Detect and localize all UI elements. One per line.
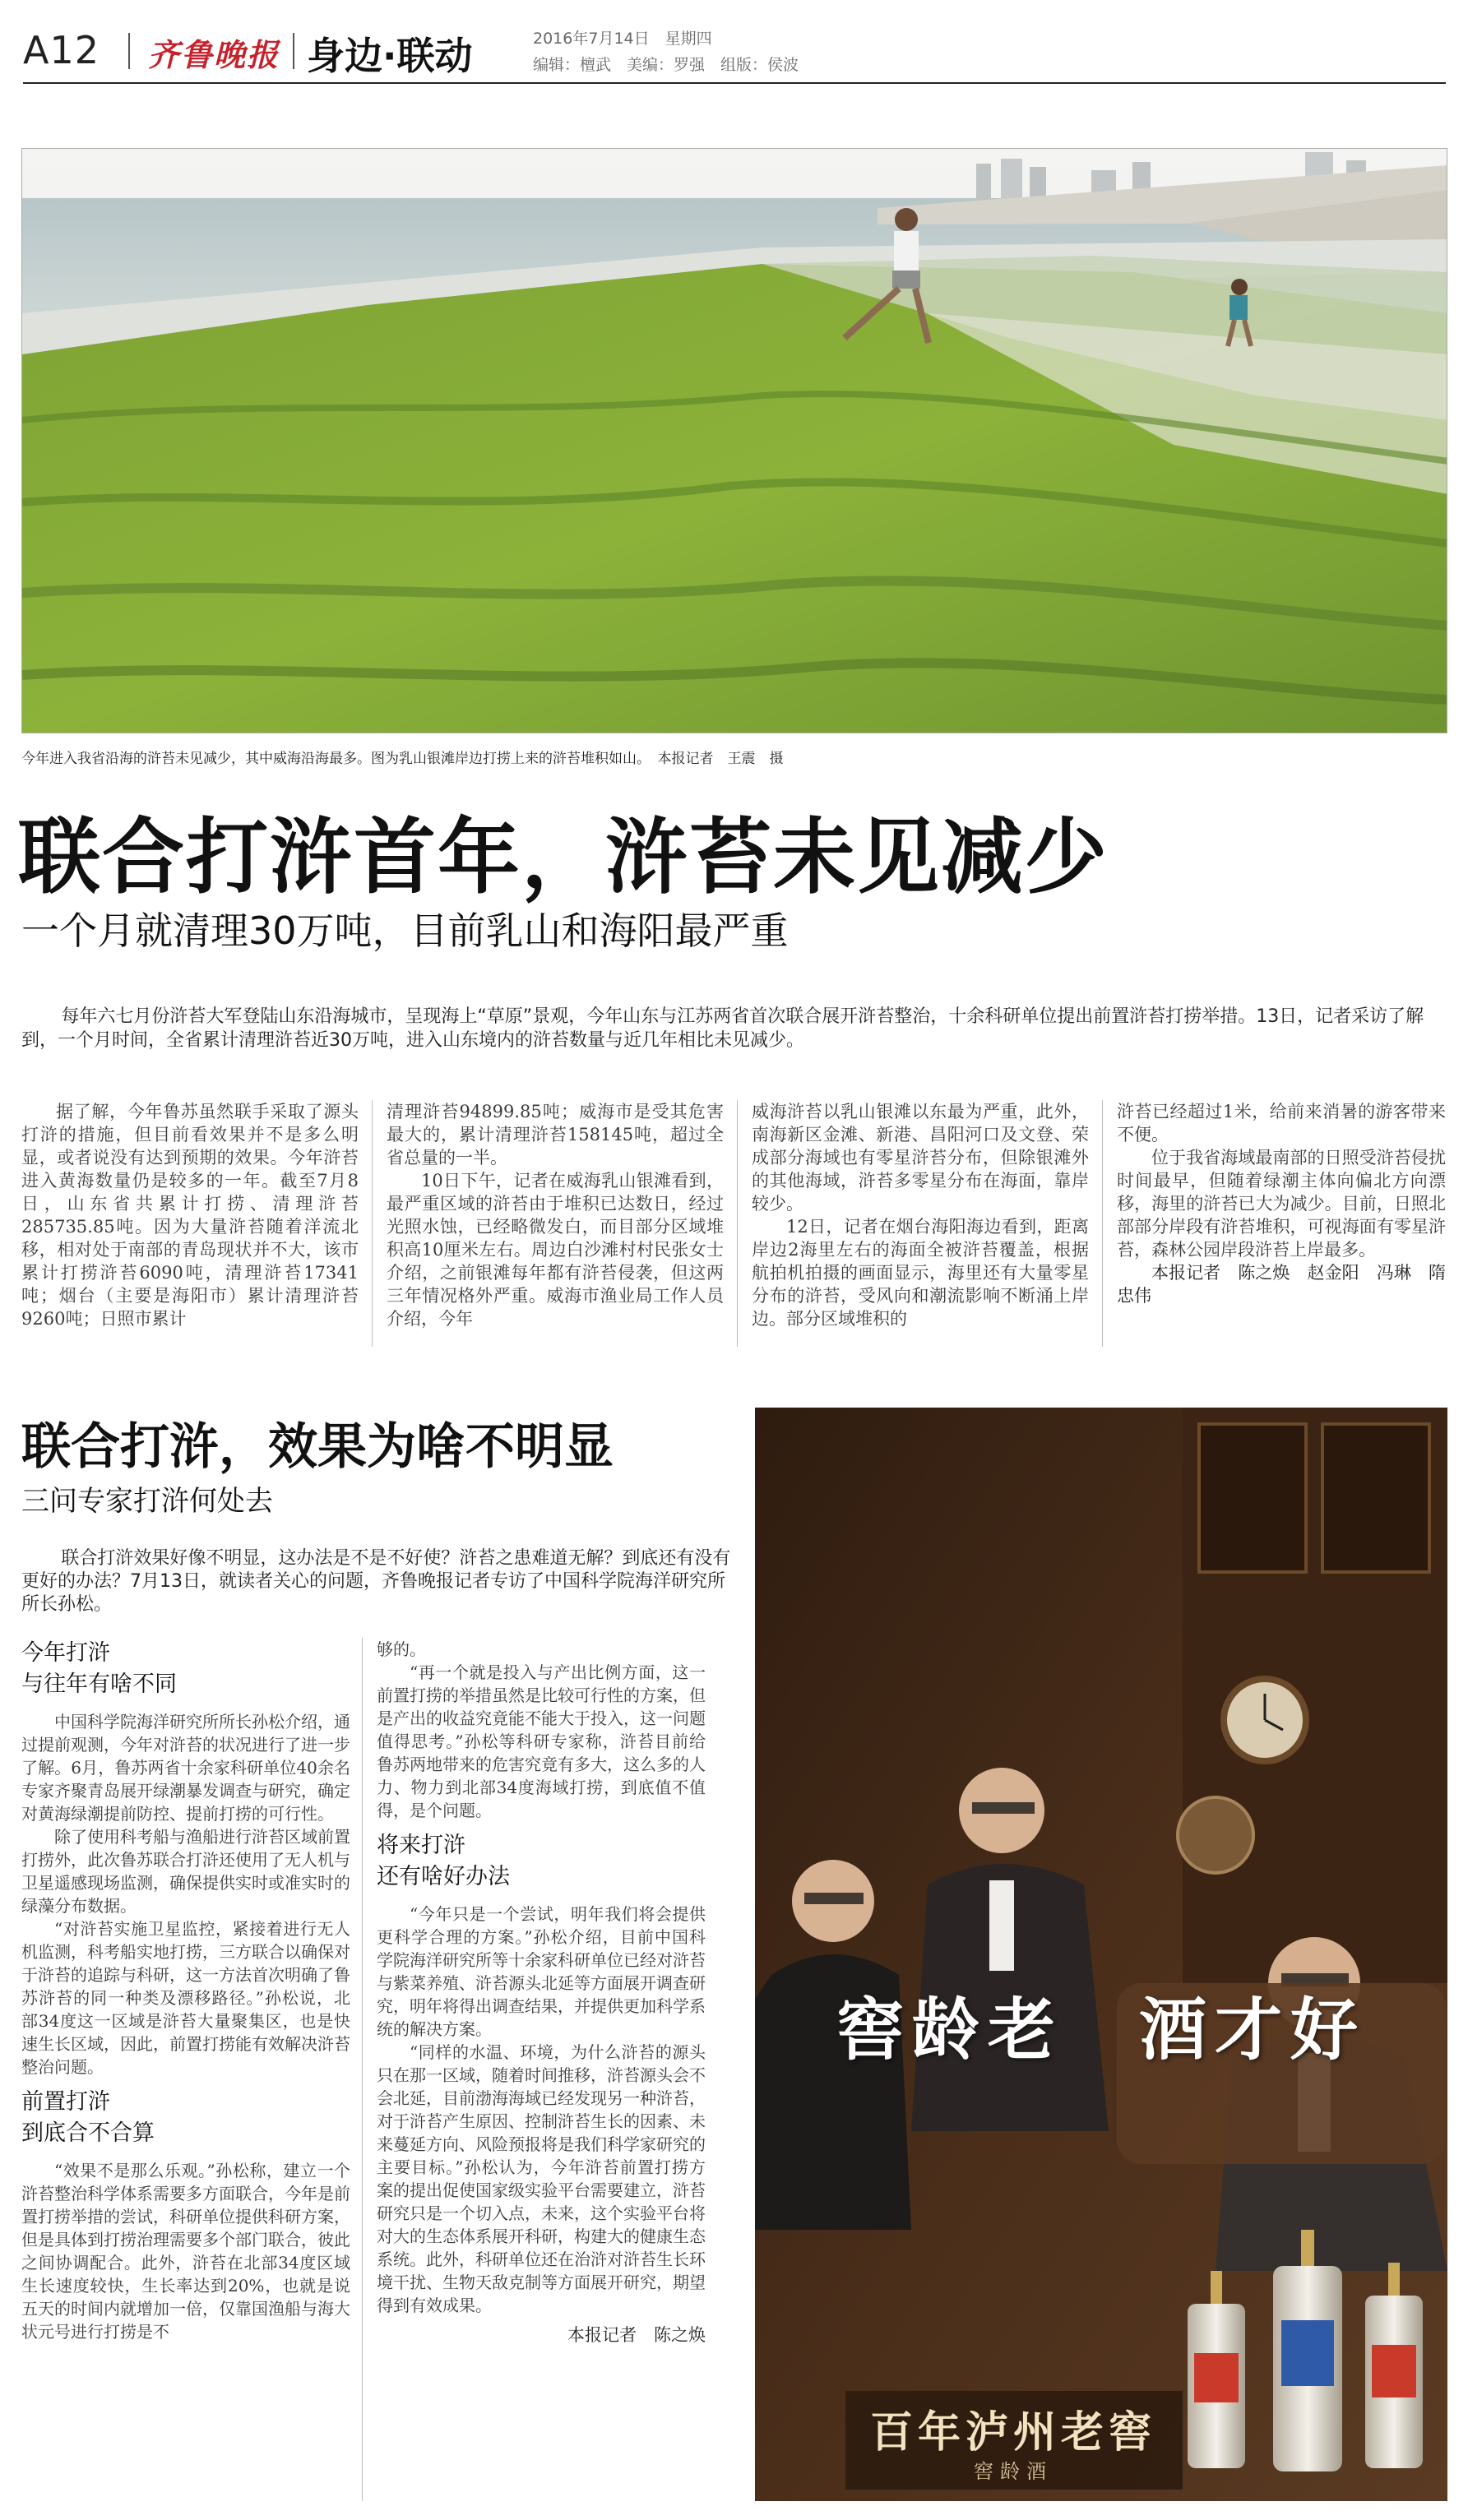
article1-column-2 <box>387 1100 724 1347</box>
question-heading-line: 今年打浒 <box>21 1640 110 1666</box>
paragraph: 12日，记者在烟台海阳海边看到，距离岸边2海里左右的海面全被浒苔覆盖，根据航拍机拍摄的画面显示，海里还有大量零星分布的浒苔，受风向和潮流影响不断涌上岸边。部分区域堆积的 <box>752 1217 1089 1329</box>
paragraph: 位于我省海域最南部的日照受浒苔侵扰时间最早，但随着绿潮主体向偏北方向漂移，海里的浒苔已大为减少。目前，日照北部部分岸段有浒苔堆积，可视海面有零星浒苔，森林公园岸段浒苔上岸最多。 <box>1117 1148 1446 1260</box>
algae-beach-photo <box>22 149 1447 733</box>
question-heading-3 <box>377 1830 706 1893</box>
question-heading-line: 与往年有啥不同 <box>21 1672 177 1697</box>
main-subheadline: 一个月就清理30万吨，目前乳山和海阳最严重 <box>21 909 789 953</box>
question-heading-line: 到底合不合算 <box>21 2120 155 2146</box>
paragraph: “再一个就是投入与产出比例方面，这一前置打捞的举措虽然是比较可行性的方案，但是产出的收益究竟能不能大于投入，这一问题值得思考。”孙松等科研专家称，浒苔目前给鲁苏两地带来的危害究竟有多大，这么多的人力、物力到北部34度海域打捞，到底值不值得，是个问题。 <box>377 1662 706 1820</box>
paper-logo: 齐鲁晚报 <box>148 36 280 73</box>
article1-byline: 本报记者 陈之焕 赵金阳 冯琳 隋忠伟 <box>1117 1263 1446 1306</box>
column-divider <box>372 1100 373 1347</box>
paragraph: 浒苔已经超过1米，给前来消暑的游客带来不便。 <box>1117 1102 1446 1144</box>
question-heading-line: 还有啥好办法 <box>377 1864 510 1889</box>
news-photo <box>21 148 1447 733</box>
photo-caption: 今年进入我省沿海的浒苔未见减少，其中威海沿海最多。图为乳山银滩岸边打捞上来的浒苔堆积如山。 本报记者 王震 摄 <box>21 751 784 767</box>
paragraph: 除了使用科考船与渔船进行浒苔区域前置打捞外，此次鲁苏联合打浒还使用了无人机与卫星遥感现场监测，确保提供实时或准实时的绿藻分布数据。 <box>21 1827 350 1916</box>
article1-column-1 <box>21 1100 359 1347</box>
article1-column-4 <box>1117 1100 1446 1347</box>
paragraph: 威海浒苔以乳山银滩以东最为严重，此外，南海新区金滩、新港、昌阳河口及文登、荣成部分海域也有零星浒苔分布，但除银滩外的其他海域，浒苔多零星分布在海面，靠岸较少。 <box>752 1102 1089 1214</box>
paragraph: 据了解，今年鲁苏虽然联手采取了源头打浒的措施，但目前看效果并不是多么明显，或者说没有达到预期的效果。今年浒苔进入黄海数量仍是较多的一年。截至7月8日，山东省共累计打捞、清理浒苔285735.85吨。因为大量浒苔随着洋流北移，相对处于南部的青岛现状并不大，该市累计打捞浒苔6090吨，清理浒苔17341吨；烟台（主要是海阳市）累计清理浒苔9260吨；日照市累计 <box>21 1102 359 1329</box>
paragraph: “今年只是一个尝试，明年我们将会提供更科学合理的方案。”孙松介绍，目前中国科学院海洋研究所等十余家科研单位已经对浒苔与紫菜养殖、浒苔源头北延等方面展开调查研究，明年将得出调查结果，并提供更加科学系统的解决方案。 <box>377 1904 706 2039</box>
header-divider <box>293 33 294 69</box>
column-divider <box>362 1638 363 2501</box>
paragraph: 中国科学院海洋研究所所长孙松介绍，通过提前观测，今年对浒苔的状况进行了进一步了解。6月，鲁苏两省十余家科研单位40余名专家齐聚青岛展开绿潮暴发调查与研究，确定对黄海绿潮提前防控、提前打捞的可行性。 <box>21 1712 350 1824</box>
main-headline: 联合打浒首年，浒苔未见减少 <box>18 809 1109 905</box>
article2-column-1 <box>21 1638 350 2501</box>
liquor-advertisement <box>755 1408 1447 2501</box>
article2-byline: 本报记者 陈之焕 <box>567 2325 706 2345</box>
ad-background <box>755 1408 1447 2501</box>
header-divider <box>128 33 130 69</box>
paragraph: “效果不是那么乐观。”孙松称，建立一个浒苔整治科学体系需要多方面联合，今年是前置打捞举措的尝试，科研单位提供科研方案，但是具体到打捞治理需要多个部门联合，彼此之间协调配合。此外，浒苔在北部34度区域生长速度较快，生长率达到20%，也就是说五天的时间内就增加一倍，仅靠国渔船与海大状元号进行打捞是不 <box>21 2161 350 2342</box>
question-heading-1 <box>21 1638 350 1700</box>
column-divider <box>737 1100 738 1347</box>
paragraph: 够的。 <box>377 1639 426 1659</box>
ad-brand-name: 百年泸州老窖 <box>869 2407 1156 2458</box>
page-number: A12 <box>23 28 100 72</box>
ad-slogan: 窖龄老 酒才好 <box>836 1991 1366 2069</box>
question-heading-line: 前置打浒 <box>21 2089 110 2115</box>
ad-product-name: 窖龄酒 <box>974 2460 1053 2483</box>
article2-subheadline: 三问专家打浒何处去 <box>21 1485 273 1518</box>
paragraph: 10日下午，记者在威海乳山银滩看到，最严重区域的浒苔由于堆积已达数日，经过光照水蚀，已经略微发白，而目部分区域堆积高10厘米左右。周边白沙滩村村民张女士介绍，之前银滩每年都有浒苔侵袭，但这两三年情况格外严重。威海市渔业局工作人员介绍，今年 <box>387 1171 724 1329</box>
paragraph: “对浒苔实施卫星监控，紧接着进行无人机监测，科考船实地打捞，三方联合以确保对于浒苔的追踪与科研，这一方法首次明确了鲁苏浒苔的同一种类及漂移路径。”孙松说，北部34度这一区域是浒苔大量聚集区，也是快速生长区域，因此，前置打捞能有效解决浒苔整治问题。 <box>21 1919 350 2077</box>
article2-headline: 联合打浒，效果为啥不明显 <box>21 1418 614 1476</box>
article2-column-2 <box>377 1638 706 2501</box>
question-heading-2 <box>21 2087 350 2149</box>
section-title: 身边·联动 <box>307 34 473 78</box>
paragraph: “同样的水温、环境，为什么浒苔的源头只在那一区域，随着时间推移，浒苔源头会不会北延，目前渤海海域已经发现另一种浒苔，对于浒苔产生原因、控制浒苔生长的因素、未来蔓延方向、风险预报将是我们科学家研究的主要目标。”孙松认为，今年浒苔前置打捞方案的提出促使国家级实验平台需要建立，浒苔研究只是一个切入点，未来，这个实验平台将对大的生态体系展开科研，构建大的健康生态系统。此外，科研单位还在治浒对浒苔生长环境干扰、生物天敌克制等方面展开研究，期望得到有效成果。 <box>377 2042 706 2315</box>
article1-lead: 每年六七月份浒苔大军登陆山东沿海城市，呈现海上“草原”景观，今年山东与江苏两省首次联合展开浒苔整治，十余科研单位提出前置浒苔打捞举措。13日，记者采访了解到，一个月时间，全省累计清理浒苔近30万吨，进入山东境内的浒苔数量与近几年相比未见减少。 <box>21 1006 1424 1051</box>
page-header <box>23 18 1446 84</box>
article2-lead: 联合打浒效果好像不明显，这办法是不是不好使？浒苔之患难道无解？到底还有没有更好的办法？7月13日，就读者关心的问题，齐鲁晚报记者专访了中国科学院海洋研究所所长孙松。 <box>21 1548 731 1615</box>
column-divider <box>1102 1100 1103 1347</box>
date-line: 2016年7月14日 星期四 <box>533 30 712 48</box>
editor-line: 编辑：檀武 美编：罗强 组版：侯波 <box>533 56 799 74</box>
question-heading-line: 将来打浒 <box>377 1833 465 1858</box>
paragraph: 清理浒苔94899.85吨；威海市是受其危害最大的，累计清理浒苔158145吨，超过全省总量的一半。 <box>387 1102 724 1168</box>
article1-column-3 <box>752 1100 1089 1347</box>
